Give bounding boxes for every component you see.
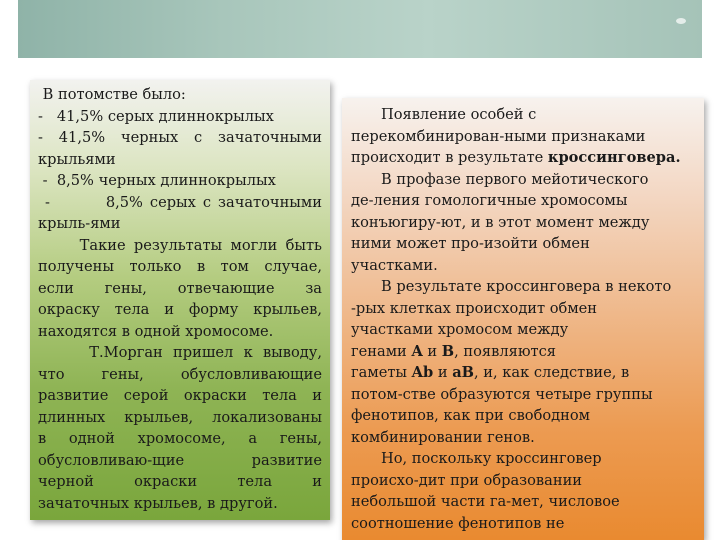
left-line: - 8,5% черных длиннокрылых [38,172,276,189]
right-text: генами [351,342,412,360]
right-line: Но, поскольку кроссинговер [381,450,602,467]
right-line: В профазе первого мейотического [381,170,649,188]
left-line: черной окраски тела и [38,473,322,490]
right-line: участками. [351,256,438,274]
gamete-label: aB [452,364,475,381]
right-text: , и, как следствие, в [474,364,630,381]
right-line [351,341,695,363]
left-line: В потомстве было: [38,86,186,103]
gene-label: B [441,342,455,360]
left-line: крыль-ями [38,215,121,232]
left-line: - 41,5% черных с зачаточными [38,129,322,146]
right-line: комбинировании генов. [351,428,535,446]
gene-label: A [411,342,423,360]
left-line: окраску тела и форму крыльев, [38,301,322,318]
right-line: небольшой части га-мет, числовое [351,493,620,510]
left-line: обусловливаю-щие развитие [38,451,322,469]
right-text: и [422,342,442,360]
right-line: перекомбинирован-ными признаками [351,127,646,145]
right-line: участками хромосом между [351,321,569,338]
right-line: ними может про-изойти обмен [351,235,590,252]
left-line: длинных крыльев, локализованы [38,408,322,426]
gamete-label: Ab [411,364,434,381]
right-line: конъюгиру-ют, и в этот момент между [351,213,650,231]
left-line: зачаточных крыльев, в другой. [38,494,278,512]
left-line: развитие серой окраски тела и [38,387,322,404]
right-text: и [433,364,453,381]
term-crossing-over: кроссинговера. [547,149,681,166]
right-line: Появление особей с [381,106,537,123]
left-line: что гены, обусловливающие [38,365,322,383]
left-line: находятся в одной хромосоме. [38,322,274,340]
right-line: -рых клетках происходит обмен [351,299,598,317]
left-line: - 8,5% серых с зачаточными [38,193,322,211]
left-line: - 41,5% серых длиннокрылых [38,107,274,125]
right-line: де-ления гомологичные хромосомы [351,192,628,209]
left-line: Т.Морган пришел к выводу, [38,344,322,361]
left-line: если гены, отвечающие за [38,279,322,297]
title-banner [18,0,702,58]
right-line: потом-стве образуются четыре группы [351,385,653,403]
right-line: В результате кроссинговера в некото [381,278,672,295]
left-line: крыльями [38,150,116,168]
left-line: Такие результаты могли быть [38,236,322,254]
right-text: , появляются [454,342,556,360]
right-text: происходит в результате [351,149,548,166]
left-line: получены только в том случае, [38,258,322,275]
right-text-panel [342,98,704,540]
right-line [351,147,695,169]
left-text-panel [30,80,330,520]
right-line [351,362,695,384]
banner-highlight [676,18,686,24]
right-line: происхо-дит при образовании [351,471,583,489]
right-line: соотношение фенотипов не [351,514,565,532]
right-line: фенотипов, как при свободном [351,407,590,424]
right-text: гаметы [351,364,412,381]
left-line: в одной хромосоме, а гены, [38,430,322,447]
